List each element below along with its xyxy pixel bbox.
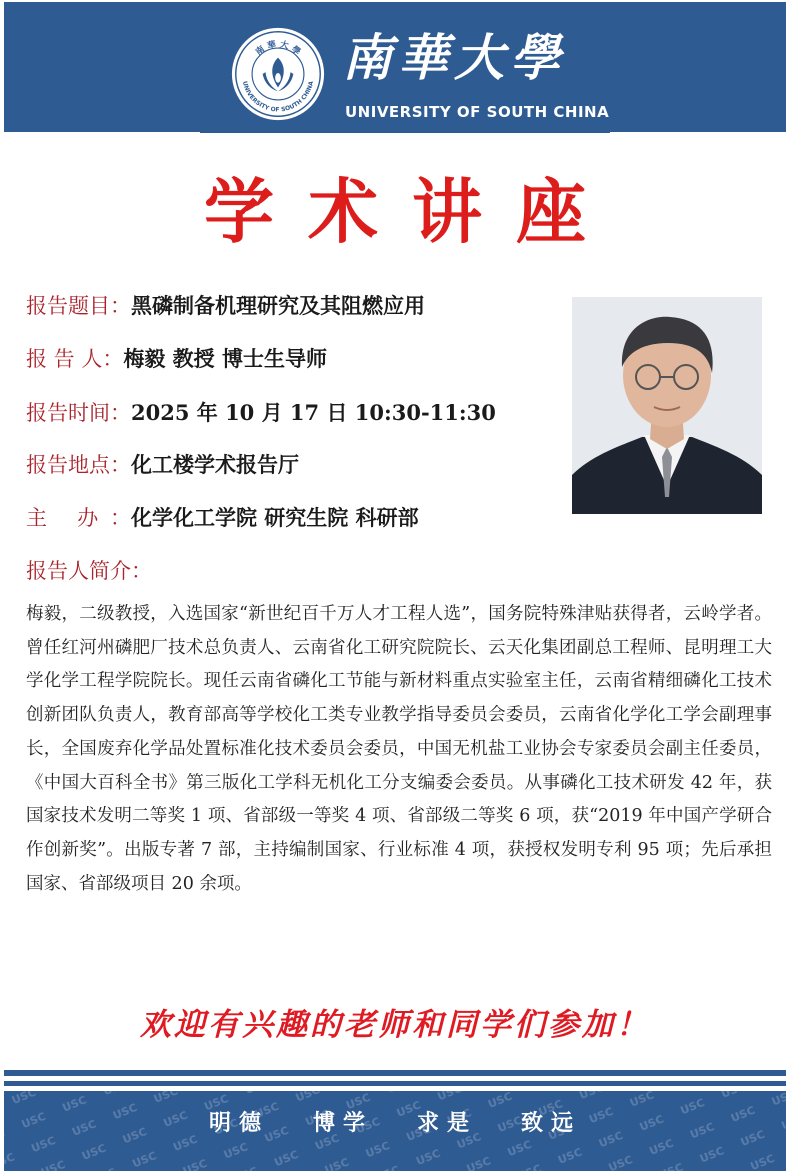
- speaker-photo: [572, 297, 762, 514]
- header-banner: [4, 2, 786, 132]
- university-name-en: UNIVERSITY OF SOUTH CHINA: [345, 103, 610, 121]
- svg-text:UNIVERSITY OF SOUTH CHINA: UNIVERSITY OF SOUTH CHINA: [240, 80, 316, 114]
- topic-label: 报告题目：: [26, 294, 131, 318]
- motto-item: 求是: [417, 1110, 478, 1136]
- speaker-bio: 梅毅，二级教授，入选国家“新世纪百千万人才工程人选”，国务院特殊津贴获得者，云岭学者。曾任红河州磷肥厂技术总负责人、云南省化工研究院院长、云天化集团副总工程师、昆明理工大学化学工程学院院长。现任云南省磷化工节能与新材料重点实验室主任，云南省精细磷化工技术创新团队负责人，教育部高等学校化工类专业教学指导委员会委员，云南省化学化工学会副理事长，全国废弃化学品处置标准化技术委员会委员，中国无机盐工业协会专家委员会副主任委员，《中国大百科全书》第三版化工学科无机化工分支编委会委员。从事磷化工技术研发 42 年，获国家技术发明二等奖 1 项、省部级一等奖 4 项、省部级二等奖 6 项，获“2019 年中国产学研合作创新奖”。出版专著 7 部，主持编制国家、行业标准 4 项，获授权发明专利 95 项；先后承担国家、省部级项目 20 余项。: [26, 604, 772, 894]
- bio-heading: 报告人简介：: [26, 559, 152, 583]
- topic-value: 黑磷制备机理研究及其阻燃应用: [131, 293, 425, 318]
- welcome-message: 欢迎有兴趣的老师和同学们参加！: [140, 1007, 650, 1043]
- motto: [4, 1091, 786, 1151]
- info-row-time: [26, 398, 496, 428]
- speaker-label: 报 告 人：: [26, 347, 124, 371]
- info-row-speaker: [26, 344, 327, 374]
- university-emblem-icon: [230, 26, 326, 122]
- time-label: 报告时间：: [26, 401, 131, 425]
- location-label: 报告地点：: [26, 453, 131, 477]
- motto-item: 明德: [208, 1110, 269, 1136]
- motto-item: 致远: [521, 1110, 582, 1136]
- university-name-cn: 南華大學: [342, 28, 566, 87]
- host-value: 化学化工学院 研究生院 科研部: [131, 505, 419, 530]
- info-row-host: [26, 503, 419, 533]
- time-value: 2025 年 10 月 17 日 10:30-11:30: [131, 400, 496, 425]
- info-row-location: [26, 450, 299, 480]
- location-value: 化工楼学术报告厅: [131, 452, 299, 477]
- footer-stripe-bottom: [4, 1081, 786, 1086]
- page-title: 学术讲座: [204, 171, 620, 253]
- motto-item: 博学: [312, 1110, 373, 1136]
- info-row-topic: [26, 291, 425, 321]
- header-divider: [200, 130, 610, 133]
- host-label: 主 办：: [26, 506, 131, 530]
- speaker-value: 梅毅 教授 博士生导师: [123, 346, 327, 371]
- footer-stripe-top: [4, 1070, 786, 1076]
- svg-text:南 華 大 學: 南 華 大 學: [254, 39, 302, 58]
- footer-banner: [4, 1091, 786, 1171]
